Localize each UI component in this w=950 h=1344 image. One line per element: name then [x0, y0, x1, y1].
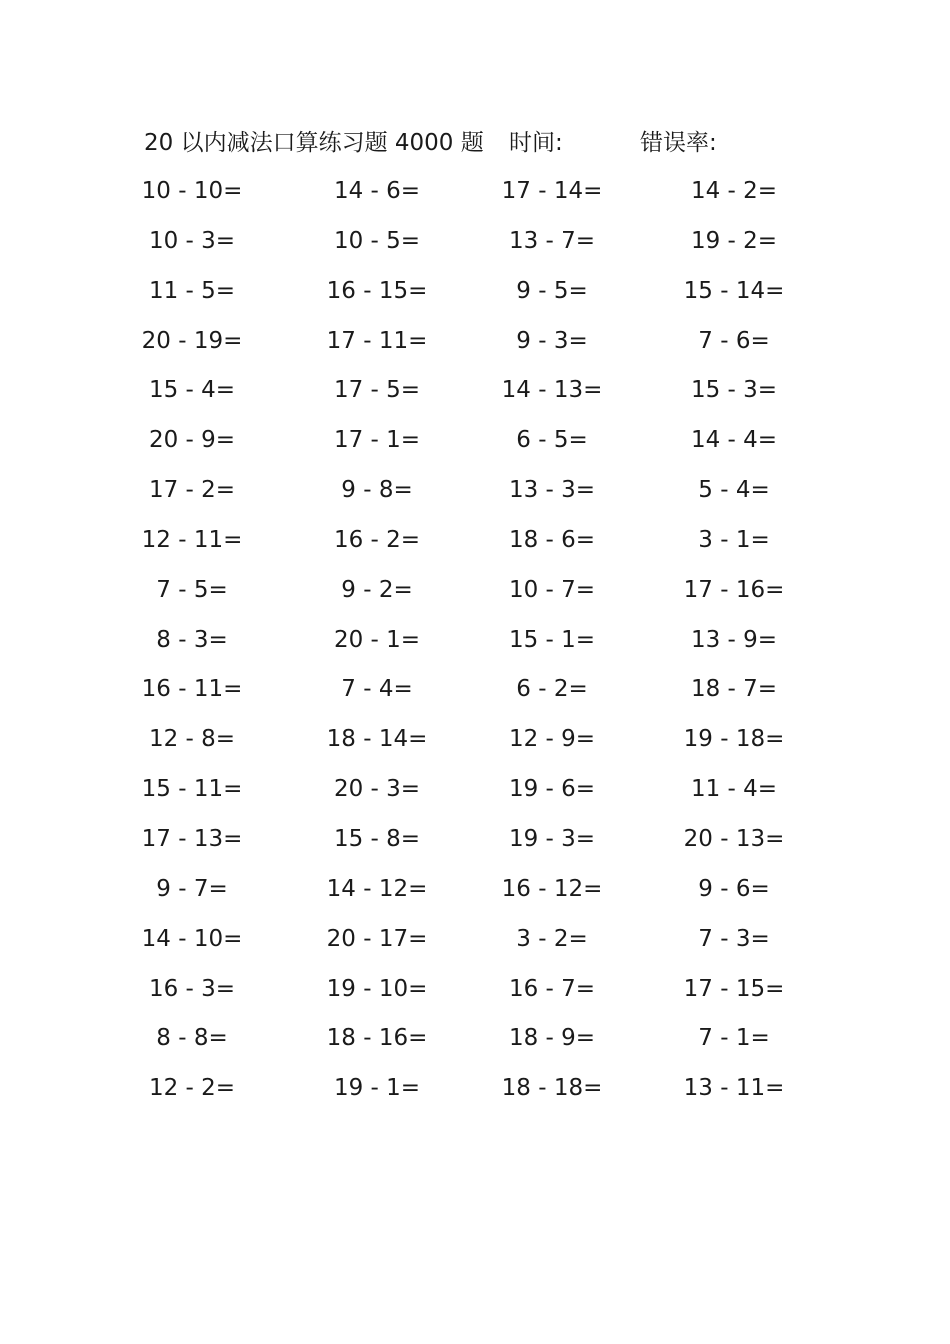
subtraction-problem: 13 - 7=	[508, 227, 596, 254]
subtraction-problem: 9 - 3=	[516, 327, 588, 354]
subtraction-problem: 6 - 5=	[516, 427, 588, 454]
problem-row	[0, 972, 950, 1022]
subtraction-problem: 19 - 3=	[508, 825, 596, 852]
subtraction-problem: 10 - 3=	[148, 227, 236, 254]
subtraction-problem: 16 - 15=	[326, 277, 428, 304]
subtraction-problem: 13 - 11=	[683, 1075, 785, 1102]
subtraction-problem: 19 - 10=	[326, 975, 428, 1002]
subtraction-problem: 7 - 6=	[698, 327, 770, 354]
subtraction-problem: 17 - 2=	[148, 477, 236, 504]
problem-row	[0, 872, 950, 922]
subtraction-problem: 18 - 6=	[508, 526, 596, 553]
subtraction-problem: 9 - 6=	[698, 875, 770, 902]
subtraction-problem: 17 - 11=	[326, 327, 428, 354]
subtraction-problem: 18 - 14=	[326, 726, 428, 753]
problem-row	[0, 373, 950, 423]
problem-row	[0, 423, 950, 473]
subtraction-problem: 15 - 3=	[690, 377, 778, 404]
problem-row	[0, 722, 950, 772]
subtraction-problem: 14 - 12=	[326, 875, 428, 902]
subtraction-problem: 7 - 4=	[341, 676, 413, 703]
subtraction-problem: 3 - 1=	[698, 526, 770, 553]
subtraction-problem: 13 - 9=	[690, 626, 778, 653]
subtraction-problem: 5 - 4=	[698, 477, 770, 504]
subtraction-problem: 15 - 4=	[148, 377, 236, 404]
subtraction-problem: 15 - 11=	[141, 776, 243, 803]
problem-row	[0, 174, 950, 224]
subtraction-problem: 11 - 4=	[690, 776, 778, 803]
subtraction-problem: 18 - 9=	[508, 1025, 596, 1052]
problem-grid	[0, 174, 950, 1121]
subtraction-problem: 15 - 8=	[333, 825, 421, 852]
subtraction-problem: 20 - 19=	[141, 327, 243, 354]
subtraction-problem: 16 - 3=	[148, 975, 236, 1002]
subtraction-problem: 15 - 1=	[508, 626, 596, 653]
subtraction-problem: 8 - 3=	[156, 626, 228, 653]
subtraction-problem: 16 - 2=	[333, 526, 421, 553]
subtraction-problem: 14 - 10=	[141, 925, 243, 952]
subtraction-problem: 20 - 13=	[683, 825, 785, 852]
worksheet-title: 20 以内减法口算练习题 4000 题	[144, 130, 484, 156]
subtraction-problem: 12 - 8=	[148, 726, 236, 753]
subtraction-problem: 13 - 3=	[508, 477, 596, 504]
subtraction-problem: 6 - 2=	[516, 676, 588, 703]
problem-row	[0, 772, 950, 822]
subtraction-problem: 17 - 13=	[141, 825, 243, 852]
subtraction-problem: 18 - 18=	[501, 1075, 603, 1102]
problem-row	[0, 672, 950, 722]
subtraction-problem: 10 - 7=	[508, 576, 596, 603]
subtraction-problem: 12 - 9=	[508, 726, 596, 753]
subtraction-problem: 17 - 1=	[333, 427, 421, 454]
subtraction-problem: 20 - 17=	[326, 925, 428, 952]
subtraction-problem: 20 - 1=	[333, 626, 421, 653]
subtraction-problem: 9 - 5=	[516, 277, 588, 304]
subtraction-problem: 7 - 3=	[698, 925, 770, 952]
time-label: 时间:	[509, 130, 563, 156]
subtraction-problem: 19 - 1=	[333, 1075, 421, 1102]
problem-row	[0, 1071, 950, 1121]
subtraction-problem: 19 - 18=	[683, 726, 785, 753]
problem-row	[0, 224, 950, 274]
subtraction-problem: 17 - 5=	[333, 377, 421, 404]
subtraction-problem: 12 - 11=	[141, 526, 243, 553]
subtraction-problem: 9 - 7=	[156, 875, 228, 902]
problem-row	[0, 274, 950, 324]
subtraction-problem: 9 - 8=	[341, 477, 413, 504]
subtraction-problem: 15 - 14=	[683, 277, 785, 304]
subtraction-problem: 14 - 2=	[690, 178, 778, 204]
problem-row	[0, 822, 950, 872]
problem-row	[0, 473, 950, 523]
subtraction-problem: 14 - 6=	[333, 178, 421, 204]
subtraction-problem: 10 - 5=	[333, 227, 421, 254]
problem-row	[0, 922, 950, 972]
subtraction-problem: 10 - 10=	[141, 178, 243, 204]
subtraction-problem: 20 - 3=	[333, 776, 421, 803]
subtraction-problem: 3 - 2=	[516, 925, 588, 952]
problem-row	[0, 573, 950, 623]
subtraction-problem: 7 - 1=	[698, 1025, 770, 1052]
error-rate-label: 错误率:	[640, 130, 717, 156]
problem-row	[0, 1021, 950, 1071]
subtraction-problem: 18 - 7=	[690, 676, 778, 703]
problem-row	[0, 324, 950, 374]
subtraction-problem: 18 - 16=	[326, 1025, 428, 1052]
subtraction-problem: 19 - 2=	[690, 227, 778, 254]
subtraction-problem: 16 - 12=	[501, 875, 603, 902]
subtraction-problem: 19 - 6=	[508, 776, 596, 803]
subtraction-problem: 9 - 2=	[341, 576, 413, 603]
subtraction-problem: 14 - 13=	[501, 377, 603, 404]
subtraction-problem: 7 - 5=	[156, 576, 228, 603]
subtraction-problem: 16 - 11=	[141, 676, 243, 703]
subtraction-problem: 12 - 2=	[148, 1075, 236, 1102]
subtraction-problem: 17 - 14=	[501, 178, 603, 204]
problem-row	[0, 523, 950, 573]
subtraction-problem: 17 - 16=	[683, 576, 785, 603]
problem-row	[0, 623, 950, 673]
subtraction-problem: 11 - 5=	[148, 277, 236, 304]
subtraction-problem: 14 - 4=	[690, 427, 778, 454]
subtraction-problem: 17 - 15=	[683, 975, 785, 1002]
subtraction-problem: 8 - 8=	[156, 1025, 228, 1052]
subtraction-problem: 16 - 7=	[508, 975, 596, 1002]
subtraction-problem: 20 - 9=	[148, 427, 236, 454]
worksheet-header	[0, 126, 950, 160]
